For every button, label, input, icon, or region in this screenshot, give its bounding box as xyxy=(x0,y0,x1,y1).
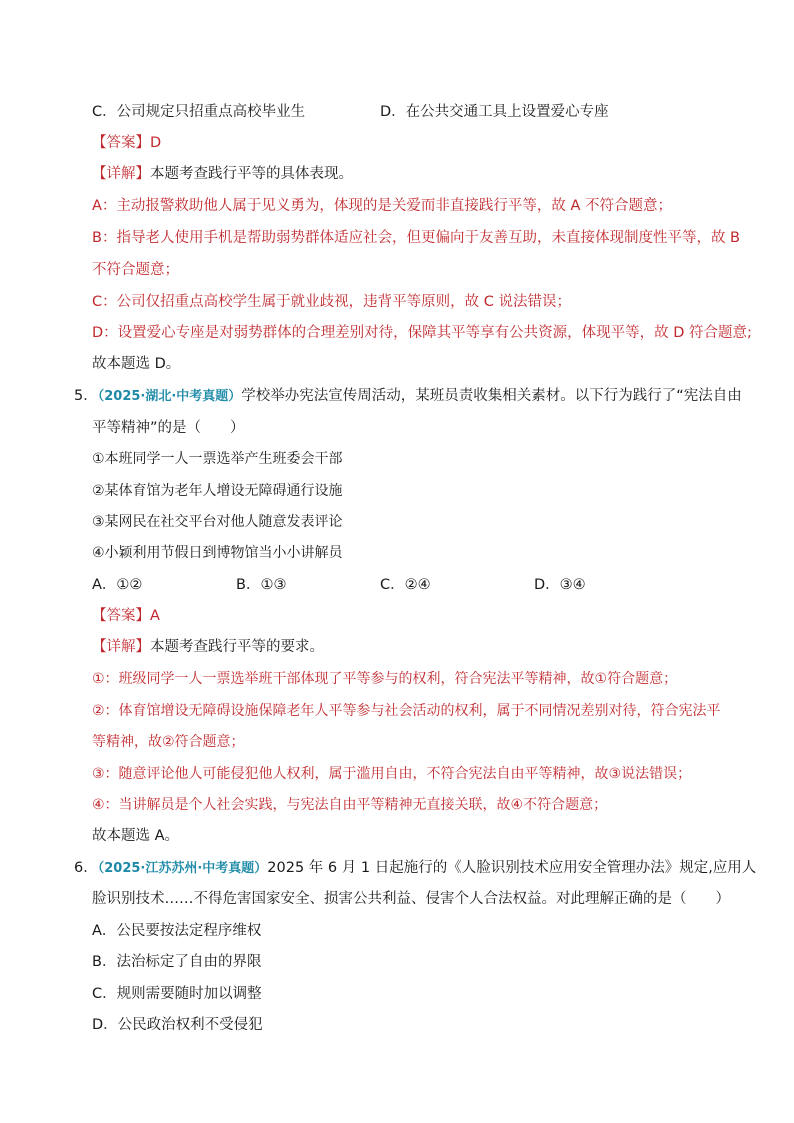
q5-option-d: D．③④ xyxy=(534,577,586,593)
q4-answer-line xyxy=(92,133,161,153)
q5-analysis-2: ②：体育馆增设无障碍设施保障老年人平等参与社会活动的权利，属于不同情况差别对待，符合宪法平 xyxy=(92,703,721,719)
q4-conclusion: 故本题选 D。 xyxy=(92,356,181,372)
q5-analysis-3: ③：随意评论他人可能侵犯他人权利，属于滥用自由，不符合宪法自由平等精神，故③说法错误； xyxy=(92,766,692,782)
q4-analysis-a: A：主动报警救助他人属于见义勇为，体现的是关爱而非直接践行平等，故 A 不符合题意； xyxy=(92,198,673,214)
q5-item-4: ④小颖利用节假日到博物馆当小小讲解员 xyxy=(92,545,343,561)
detail-label: 【详解】 xyxy=(92,639,150,655)
q6-option-c: C．规则需要随时加以调整 xyxy=(92,986,262,1002)
q4-analysis-c: C：公司仅招重点高校学生属于就业歧视，违背平等原则，故 C 说法错误； xyxy=(92,294,571,310)
q4-option-d: D．在公共交通工具上设置爱心专座 xyxy=(380,104,609,120)
q5-detail-line xyxy=(92,637,324,657)
q4-option-c: C．公司规定只招重点高校毕业生 xyxy=(92,104,306,120)
q6-stem-line-1 xyxy=(74,858,756,879)
answer-value: D xyxy=(150,135,162,151)
detail-label: 【详解】 xyxy=(92,166,150,182)
q5-analysis-2-cont: 等精神，故②符合题意； xyxy=(92,734,245,750)
detail-intro: 本题考查践行平等的要求。 xyxy=(150,639,324,655)
q4-detail-line xyxy=(92,164,353,184)
q5-stem-text: 学校举办宪法宣传周活动，某班员责收集相关素材。以下行为践行了“宪法自由 xyxy=(241,388,742,404)
q5-option-c: C．②④ xyxy=(380,577,431,593)
q5-item-3: ③某网民在社交平台对他人随意发表评论 xyxy=(92,514,343,530)
answer-label: 【答案】 xyxy=(92,608,150,624)
q5-number: 5． xyxy=(74,388,98,404)
answer-label: 【答案】 xyxy=(92,135,150,151)
q5-answer-line xyxy=(92,606,160,626)
q4-analysis-b-cont: 不符合题意； xyxy=(92,262,179,278)
q6-option-d: D．公民政治权利不受侵犯 xyxy=(92,1017,263,1033)
detail-intro: 本题考查践行平等的具体表现。 xyxy=(150,166,353,182)
q4-analysis-b: B：指导老人使用手机是帮助弱势群体适应社会，但更偏向于友善互助，未直接体现制度性平等，故 B xyxy=(92,230,741,246)
q6-source-tag: （2025·江苏苏州·中考真题） xyxy=(97,861,268,876)
q6-stem-line-2: 脸识别技术……不得危害国家安全、损害公共利益、侵害个人合法权益。对此理解正确的是（ ） xyxy=(92,891,730,907)
q5-stem-line-1 xyxy=(74,386,742,407)
q5-analysis-1: ①：班级同学一人一票选举班干部体现了平等参与的权利，符合宪法平等精神，故①符合题意； xyxy=(92,671,678,687)
q4-analysis-d: D：设置爱心专座是对弱势群体的合理差别对待，保障其平等享有公共资源，体现平等，故 D 符合题意; xyxy=(92,325,752,341)
q5-source-tag: （2025·湖北·中考真题） xyxy=(97,389,242,404)
q6-number: 6． xyxy=(74,860,98,876)
answer-value: A xyxy=(150,608,160,624)
q5-item-2: ②某体育馆为老年人增设无障碍通行设施 xyxy=(92,483,343,499)
q5-option-a: A．①② xyxy=(92,577,143,593)
q5-analysis-4: ④：当讲解员是个人社会实践，与宪法自由平等精神无直接关联，故④不符合题意； xyxy=(92,797,608,813)
q5-item-1: ①本班同学一人一票选举产生班委会干部 xyxy=(92,451,343,467)
q6-option-a: A．公民要按法定程序维权 xyxy=(92,923,262,939)
q5-conclusion: 故本题选 A。 xyxy=(92,828,180,844)
q6-stem-text: 2025 年 6 月 1 日起施行的《人脸识别技术应用安全管理办法》规定,应用人 xyxy=(267,860,757,876)
q5-stem-line-2: 平等精神”的是（ ） xyxy=(92,420,245,436)
q5-option-b: B．①③ xyxy=(236,577,287,593)
q6-option-b: B．法治标定了自由的界限 xyxy=(92,954,262,970)
